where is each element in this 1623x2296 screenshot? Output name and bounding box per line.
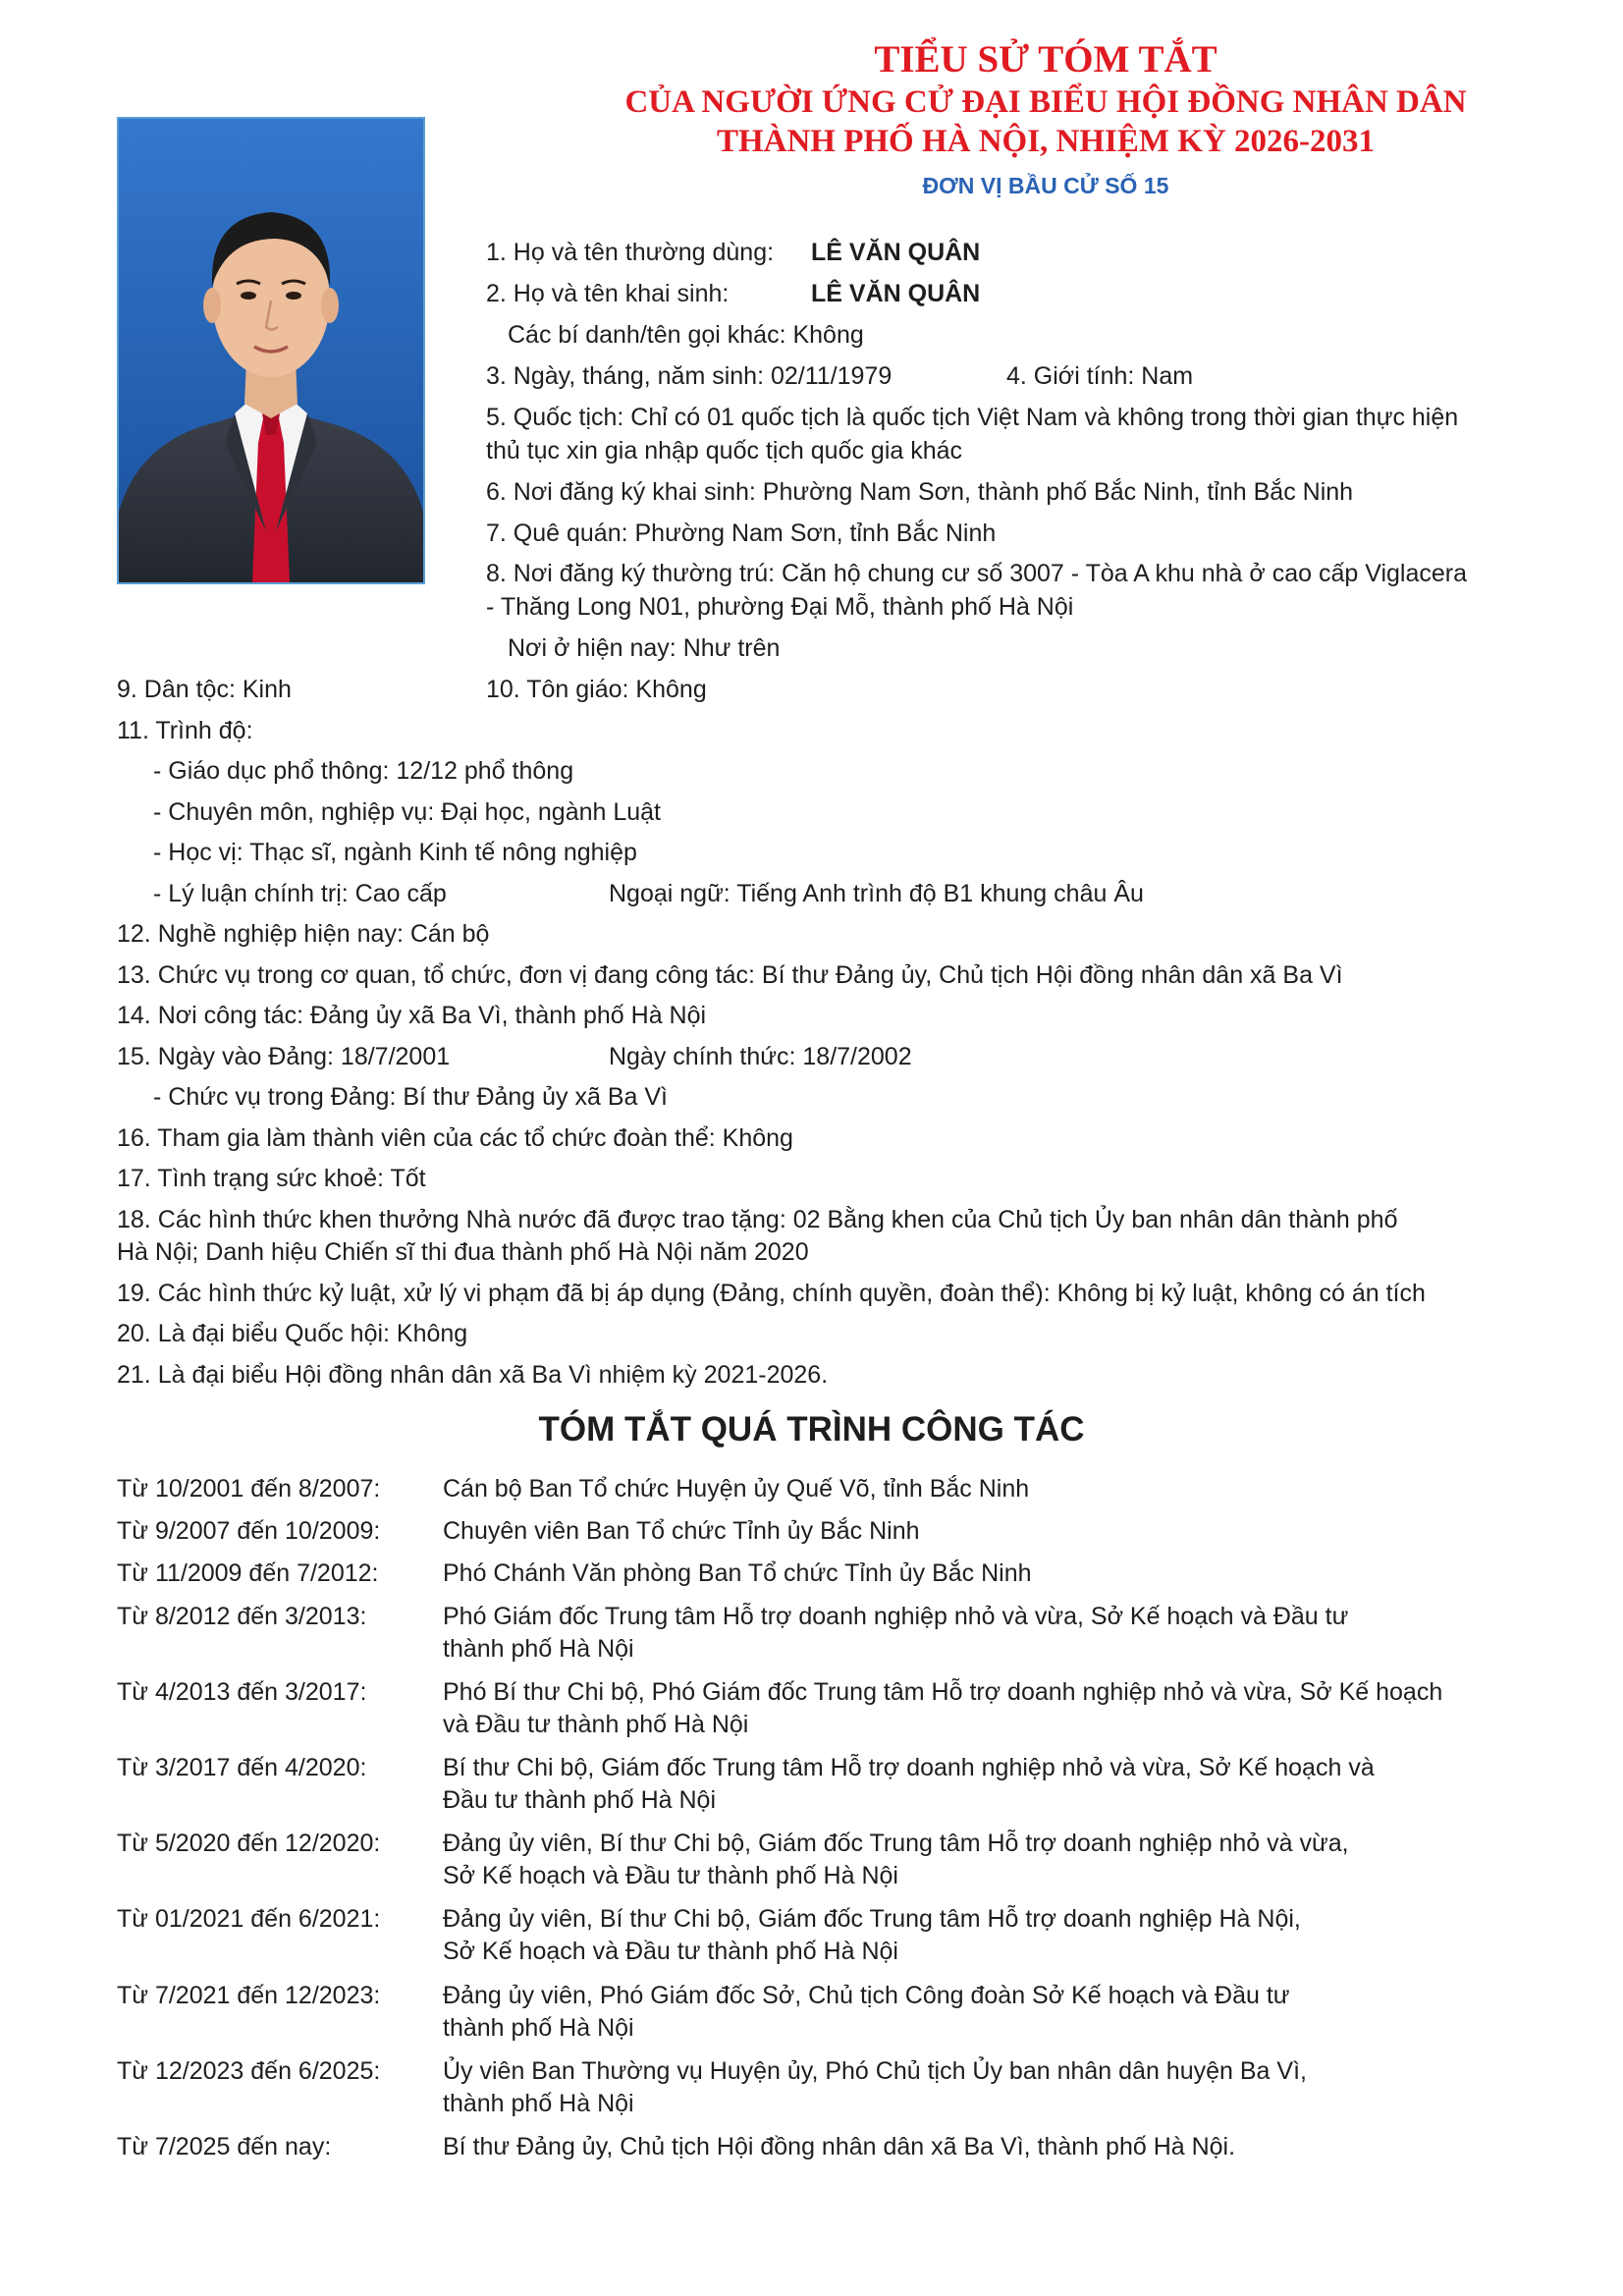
portrait-icon (119, 119, 423, 582)
work-history-description (443, 1676, 1623, 1741)
field-common-name-label: 1. Họ và tên thường dùng: (486, 239, 775, 266)
work-history-description-line: Đảng ủy viên, Bí thư Chi bộ, Giám đốc Trung tâm Hỗ trợ doanh nghiệp nhỏ và vừa, (443, 1830, 1349, 1857)
field-education-general: - Giáo dục phổ thông: 12/12 phổ thông (153, 757, 574, 785)
field-religion: 10. Tôn giáo: Không (486, 676, 707, 703)
field-education-language: Ngoại ngữ: Tiếng Anh trình độ B1 khung châu Âu (609, 880, 1144, 907)
field-national-assembly-delegate: 20. Là đại biểu Quốc hội: Không (117, 1320, 468, 1347)
portrait-photo (117, 117, 425, 584)
work-history-period: Từ 5/2020 đến 12/2020: (117, 1830, 381, 1857)
work-history-period: Từ 3/2017 đến 4/2020: (117, 1754, 367, 1781)
work-history-description-line: Sở Kế hoạch và Đầu tư thành phố Hà Nội (443, 1938, 898, 1965)
work-history-description (443, 1515, 1623, 1548)
work-history-period: Từ 7/2025 đến nay: (117, 2133, 332, 2160)
field-health: 17. Tình trạng sức khoẻ: Tốt (117, 1165, 426, 1192)
work-history-description-line: Chuyên viên Ban Tổ chức Tỉnh ủy Bắc Ninh (443, 1517, 920, 1545)
work-history-period: Từ 8/2012 đến 3/2013: (117, 1603, 367, 1630)
field-date-of-birth: 3. Ngày, tháng, năm sinh: 02/11/1979 (486, 362, 893, 390)
field-gender: 4. Giới tính: Nam (1006, 362, 1194, 390)
work-history-description-line: Phó Chánh Văn phòng Ban Tổ chức Tỉnh ủy Bắc Ninh (443, 1559, 1032, 1587)
work-history-description (443, 1752, 1623, 1817)
field-party-position: - Chức vụ trong Đảng: Bí thư Đảng ủy xã Ba Vì (153, 1083, 668, 1111)
work-history-description (443, 1903, 1623, 1968)
electoral-unit: ĐƠN VỊ BẦU CỬ SỐ 15 (922, 173, 1169, 198)
work-history-description-line: Đầu tư thành phố Hà Nội (443, 1786, 717, 1814)
field-common-name-value: LÊ VĂN QUÂN (811, 239, 981, 266)
field-awards-line-1: 18. Các hình thức khen thưởng Nhà nước đã được trao tặng: 02 Bằng khen của Chủ tịch Ủy ban nhân dân thành phố (117, 1206, 1398, 1233)
field-birth-registration: 6. Nơi đăng ký khai sinh: Phường Nam Sơn, thành phố Bắc Ninh, tỉnh Bắc Ninh (486, 478, 1354, 506)
field-birth-name-label: 2. Họ và tên khai sinh: (486, 280, 730, 307)
field-organizations: 16. Tham gia làm thành viên của các tổ chức đoàn thể: Không (117, 1124, 793, 1152)
work-history-description-line: Ủy viên Ban Thường vụ Huyện ủy, Phó Chủ tịch Ủy ban nhân dân huyện Ba Vì, (443, 2057, 1307, 2085)
field-party-join-date: 15. Ngày vào Đảng: 18/7/2001 (117, 1043, 451, 1070)
work-history-description-line: Đảng ủy viên, Bí thư Chi bộ, Giám đốc Trung tâm Hỗ trợ doanh nghiệp Hà Nội, (443, 1905, 1301, 1933)
work-history-title: TÓM TẮT QUÁ TRÌNH CÔNG TÁC (538, 1410, 1085, 1449)
work-history-description (443, 2055, 1623, 2120)
field-residence-line-1: 8. Nơi đăng ký thường trú: Căn hộ chung cư số 3007 - Tòa A khu nhà ở cao cấp Viglacera (486, 560, 1467, 587)
field-discipline: 19. Các hình thức kỷ luật, xử lý vi phạm đã bị áp dụng (Đảng, chính quyền, đoàn thể): Không bị kỷ luật, không có án tích (117, 1280, 1426, 1307)
document-title: TIỂU SỬ TÓM TẮT (874, 38, 1217, 81)
field-education-professional: - Chuyên môn, nghiệp vụ: Đại học, ngành Luật (153, 798, 662, 826)
field-council-delegate: 21. Là đại biểu Hội đồng nhân dân xã Ba Vì nhiệm kỳ 2021-2026. (117, 1361, 829, 1389)
document-subtitle-2: THÀNH PHỐ HÀ NỘI, NHIỆM KỲ 2026-2031 (716, 124, 1376, 159)
work-history-description (443, 1473, 1623, 1505)
field-current-address: Nơi ở hiện nay: Như trên (508, 634, 781, 662)
field-hometown: 7. Quê quán: Phường Nam Sơn, tỉnh Bắc Ninh (486, 519, 997, 547)
field-workplace: 14. Nơi công tác: Đảng ủy xã Ba Vì, thành phố Hà Nội (117, 1002, 707, 1029)
field-nationality-line-1: 5. Quốc tịch: Chỉ có 01 quốc tịch là quốc tịch Việt Nam và không trong thời gian thực hiện (486, 404, 1459, 431)
work-history-description (443, 2131, 1623, 2163)
work-history-period: Từ 4/2013 đến 3/2017: (117, 1678, 367, 1706)
field-alias: Các bí danh/tên gọi khác: Không (508, 321, 864, 349)
work-history-description-line: thành phố Hà Nội (443, 2014, 634, 2042)
work-history-description-line: thành phố Hà Nội (443, 1635, 634, 1663)
field-birth-name-value: LÊ VĂN QUÂN (811, 280, 981, 307)
document-header (530, 37, 1561, 202)
field-occupation: 12. Nghề nghiệp hiện nay: Cán bộ (117, 920, 490, 948)
field-residence-line-2: - Thăng Long N01, phường Đại Mỗ, thành phố Hà Nội (486, 593, 1074, 621)
field-education-degree: - Học vị: Thạc sĩ, ngành Kinh tế nông nghiệp (153, 839, 637, 866)
work-history-description (443, 1558, 1623, 1590)
field-education-political: - Lý luận chính trị: Cao cấp (153, 880, 447, 907)
work-history-description-line: Bí thư Đảng ủy, Chủ tịch Hội đồng nhân dân xã Ba Vì, thành phố Hà Nội. (443, 2133, 1236, 2160)
work-history-period: Từ 12/2023 đến 6/2025: (117, 2057, 381, 2085)
field-party-official-date: Ngày chính thức: 18/7/2002 (609, 1043, 912, 1070)
work-history-description (443, 1828, 1623, 1892)
field-education-title: 11. Trình độ: (117, 717, 253, 744)
work-history-description (443, 1601, 1623, 1666)
field-awards-line-2: Hà Nội; Danh hiệu Chiến sĩ thi đua thành phố Hà Nội năm 2020 (117, 1238, 809, 1266)
work-history-period: Từ 9/2007 đến 10/2009: (117, 1517, 381, 1545)
field-ethnicity: 9. Dân tộc: Kinh (117, 676, 292, 703)
work-history-description-line: thành phố Hà Nội (443, 2090, 634, 2117)
work-history-period: Từ 10/2001 đến 8/2007: (117, 1475, 381, 1503)
work-history-description-line: Sở Kế hoạch và Đầu tư thành phố Hà Nội (443, 1862, 898, 1889)
field-position: 13. Chức vụ trong cơ quan, tổ chức, đơn vị đang công tác: Bí thư Đảng ủy, Chủ tịch Hội đồng nhân dân xã Ba Vì (117, 961, 1343, 989)
work-history-description-line: và Đầu tư thành phố Hà Nội (443, 1711, 749, 1738)
work-history-description (443, 1980, 1623, 2045)
work-history-period: Từ 11/2009 đến 7/2012: (117, 1559, 379, 1587)
field-nationality-line-2: thủ tục xin gia nhập quốc tịch quốc gia khác (486, 437, 963, 465)
work-history-period: Từ 7/2021 đến 12/2023: (117, 1982, 381, 2009)
work-history-description-line: Bí thư Chi bộ, Giám đốc Trung tâm Hỗ trợ doanh nghiệp nhỏ và vừa, Sở Kế hoạch và (443, 1754, 1375, 1781)
work-history-description-line: Phó Bí thư Chi bộ, Phó Giám đốc Trung tâm Hỗ trợ doanh nghiệp nhỏ và vừa, Sở Kế hoạch (443, 1678, 1443, 1706)
work-history-description-line: Đảng ủy viên, Phó Giám đốc Sở, Chủ tịch Công đoàn Sở Kế hoạch và Đầu tư (443, 1982, 1290, 2009)
work-history-period: Từ 01/2021 đến 6/2021: (117, 1905, 381, 1933)
work-history-description-line: Phó Giám đốc Trung tâm Hỗ trợ doanh nghiệp nhỏ và vừa, Sở Kế hoạch và Đầu tư (443, 1603, 1349, 1630)
document-subtitle-1: CỦA NGƯỜI ỨNG CỬ ĐẠI BIỂU HỘI ĐỒNG NHÂN DÂN (624, 84, 1467, 120)
work-history-description-line: Cán bộ Ban Tổ chức Huyện ủy Quế Võ, tỉnh Bắc Ninh (443, 1475, 1030, 1503)
